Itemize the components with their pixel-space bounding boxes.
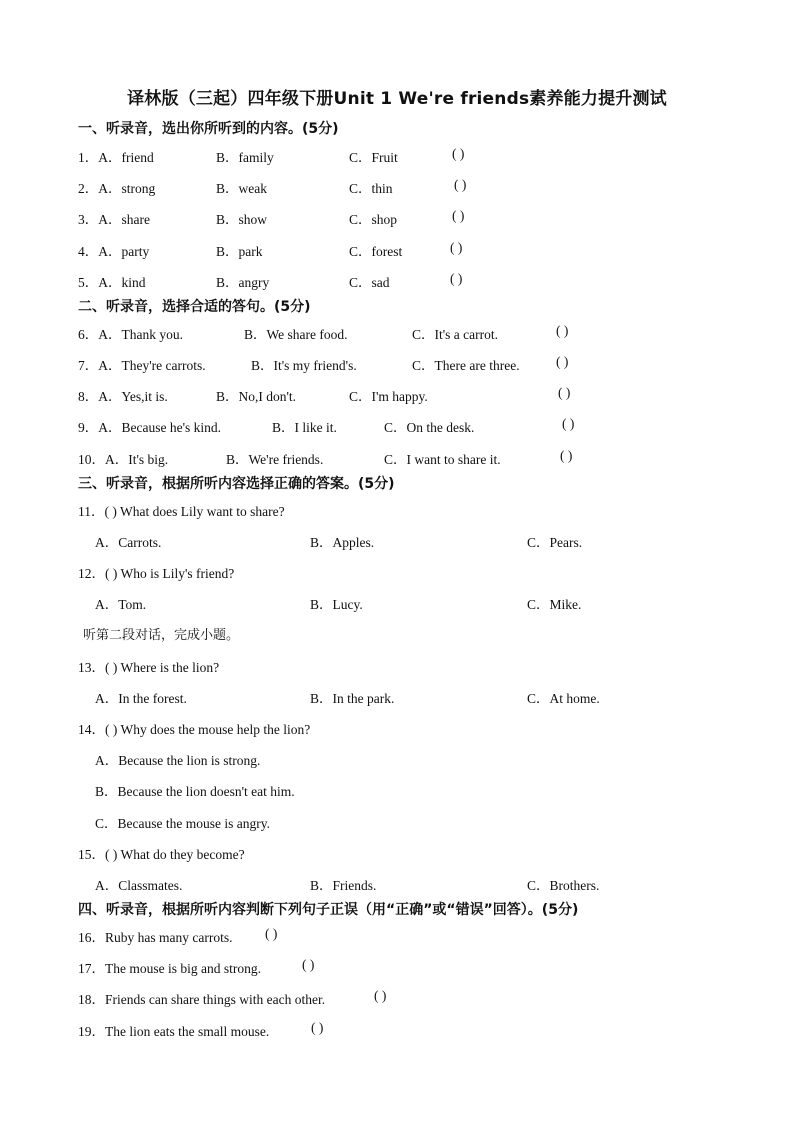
option-c: C．It's a carrot. (412, 327, 499, 342)
option-a: 6．A．Thank you. (78, 327, 183, 342)
option-c: C．I want to share it. (384, 452, 501, 467)
option-a: 4．A．party (78, 244, 150, 259)
question-12-options (0, 593, 794, 613)
question-stem: 14．( ) Why does the mouse help the lion? (78, 722, 311, 737)
option-b: B．Lucy. (310, 597, 363, 612)
option-a: 9．A．Because he's kind. (78, 420, 222, 435)
option-b: B．show (216, 212, 268, 227)
question-13-options (0, 687, 794, 707)
question-19 (0, 1020, 794, 1040)
option-a: 5．A．kind (78, 275, 146, 290)
section-2-heading: 二、听录音，选择合适的答句。(5分) (78, 299, 311, 315)
option-b: B．No,I don't. (216, 389, 297, 404)
question-7 (0, 354, 794, 374)
answer-blank[interactable]: ( ) (560, 448, 573, 463)
question-15-options (0, 874, 794, 894)
option-a: 3．A．share (78, 212, 150, 227)
section-1-heading: 一、听录音，选出你所听到的内容。(5分) (78, 121, 339, 137)
statement: 17．The mouse is big and strong. (78, 961, 261, 976)
answer-blank[interactable]: ( ) (556, 354, 569, 369)
section-3-heading: 三、听录音，根据所听内容选择正确的答案。(5分) (78, 476, 395, 492)
question-1 (0, 146, 794, 166)
answer-blank[interactable]: ( ) (265, 926, 278, 941)
option-a: 8．A．Yes,it is. (78, 389, 168, 404)
option-a: A．In the forest. (95, 691, 187, 706)
question-14-option-a (0, 749, 794, 769)
question-11-options (0, 531, 794, 551)
option-b: B．I like it. (272, 420, 337, 435)
option-c: C．thin (349, 181, 393, 196)
question-2 (0, 177, 794, 197)
question-11 (0, 500, 794, 520)
option-b: B．weak (216, 181, 267, 196)
option-a: A．Because the lion is strong. (95, 753, 261, 768)
option-c: C．shop (349, 212, 398, 227)
dialogue-note: 听第二段对话，完成小题。 (83, 628, 240, 643)
option-b: B．angry (216, 275, 270, 290)
option-c: C．Mike. (527, 597, 582, 612)
option-b: B．family (216, 150, 274, 165)
option-c: C．Brothers. (527, 878, 600, 893)
option-c: C．I'm happy. (349, 389, 428, 404)
option-c: C．On the desk. (384, 420, 475, 435)
answer-blank[interactable]: ( ) (311, 1020, 324, 1035)
option-b: B．Apples. (310, 535, 375, 550)
option-a: 10．A．It's big. (78, 452, 169, 467)
option-a: 1．A．friend (78, 150, 154, 165)
question-14-option-c (0, 812, 794, 832)
statement: 18．Friends can share things with each other. (78, 992, 326, 1007)
answer-blank[interactable]: ( ) (450, 240, 463, 255)
option-c: C．Pears. (527, 535, 583, 550)
option-c: C．sad (349, 275, 390, 290)
option-c: C．Because the mouse is angry. (95, 816, 270, 831)
option-c: C．Fruit (349, 150, 398, 165)
option-c: C．At home. (527, 691, 600, 706)
question-4 (0, 240, 794, 260)
option-b: B．park (216, 244, 263, 259)
option-b: B．It's my friend's. (251, 358, 357, 373)
section-4-heading: 四、听录音，根据所听内容判断下列句子正误（用“正确”或“错误”回答）。(5分) (78, 902, 579, 918)
question-3 (0, 208, 794, 228)
option-b: B．Because the lion doesn't eat him. (95, 784, 295, 799)
question-6 (0, 323, 794, 343)
question-18 (0, 988, 794, 1008)
option-b: B．Friends. (310, 878, 377, 893)
question-5 (0, 271, 794, 291)
question-stem: 15．( ) What do they become? (78, 847, 245, 862)
document-title: 译林版（三起）四年级下册Unit 1 We're friends素养能力提升测试 (127, 89, 667, 109)
option-c: C．There are three. (412, 358, 520, 373)
option-a: 7．A．They're carrots. (78, 358, 206, 373)
question-8 (0, 385, 794, 405)
question-stem: 12．( ) Who is Lily's friend? (78, 566, 235, 581)
answer-blank[interactable]: ( ) (452, 208, 465, 223)
answer-blank[interactable]: ( ) (558, 385, 571, 400)
question-16 (0, 926, 794, 946)
question-13 (0, 656, 794, 676)
answer-blank[interactable]: ( ) (374, 988, 387, 1003)
question-10 (0, 448, 794, 468)
question-17 (0, 957, 794, 977)
option-a: A．Tom. (95, 597, 147, 612)
option-a: 2．A．strong (78, 181, 156, 196)
question-12 (0, 562, 794, 582)
question-14-option-b (0, 780, 794, 800)
answer-blank[interactable]: ( ) (454, 177, 467, 192)
answer-blank[interactable]: ( ) (562, 416, 575, 431)
question-9 (0, 416, 794, 436)
question-15 (0, 843, 794, 863)
answer-blank[interactable]: ( ) (302, 957, 315, 972)
answer-blank[interactable]: ( ) (450, 271, 463, 286)
option-a: A．Carrots. (95, 535, 162, 550)
option-b: B．We share food. (244, 327, 348, 342)
question-stem: 11．( ) What does Lily want to share? (78, 504, 285, 519)
option-a: A．Classmates. (95, 878, 183, 893)
question-stem: 13．( ) Where is the lion? (78, 660, 220, 675)
option-b: B．In the park. (310, 691, 395, 706)
option-c: C．forest (349, 244, 403, 259)
question-14 (0, 718, 794, 738)
answer-blank[interactable]: ( ) (452, 146, 465, 161)
answer-blank[interactable]: ( ) (556, 323, 569, 338)
statement: 19．The lion eats the small mouse. (78, 1024, 270, 1039)
statement: 16．Ruby has many carrots. (78, 930, 233, 945)
option-b: B．We're friends. (226, 452, 324, 467)
